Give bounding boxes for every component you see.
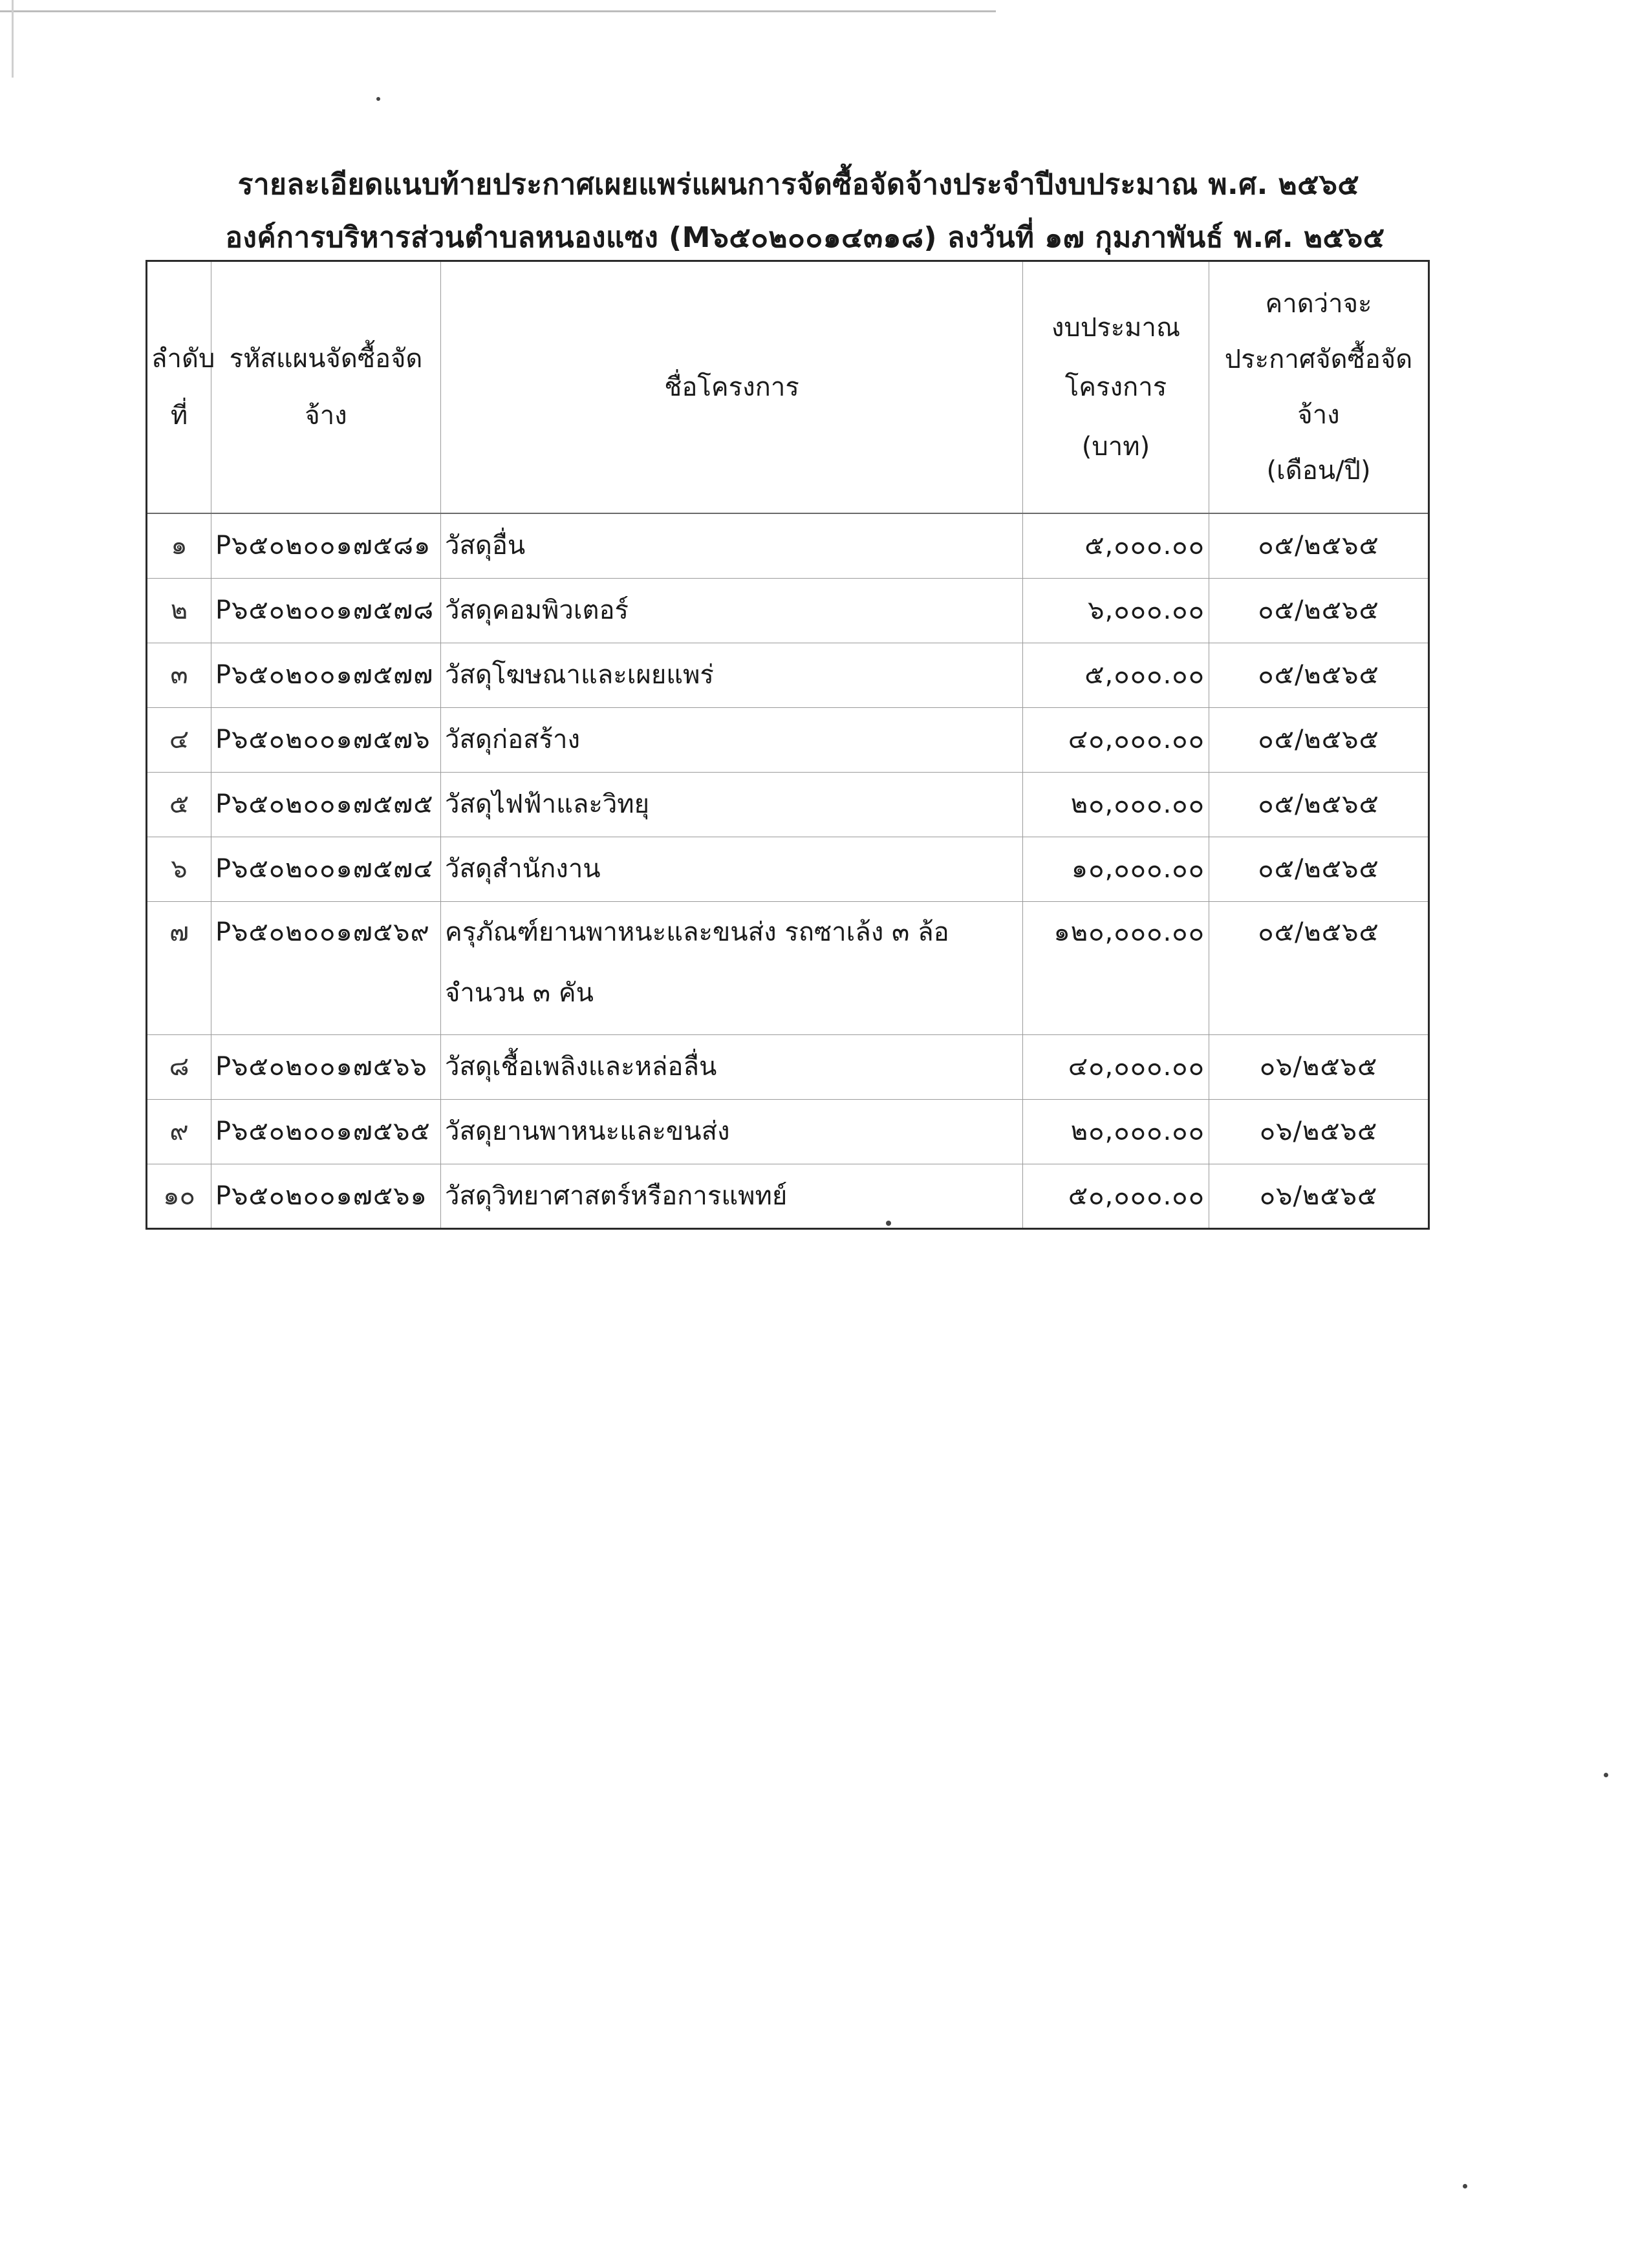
row-plan-code: P๖๕๐๒๐๐๑๗๕๗๘ bbox=[211, 578, 441, 643]
row-expected-month: ๐๖/๒๕๖๕ bbox=[1209, 1099, 1429, 1164]
row-expected-month: ๐๕/๒๕๖๕ bbox=[1209, 707, 1429, 772]
row-project-name-line-2: จำนวน ๓ คัน bbox=[445, 978, 594, 1008]
row-expected-month: ๐๕/๒๕๖๕ bbox=[1209, 513, 1429, 578]
table-row bbox=[147, 772, 1429, 837]
scan-edge-line bbox=[0, 10, 996, 12]
row-no: ๖ bbox=[147, 837, 211, 901]
table-header-row bbox=[147, 261, 1429, 514]
row-project-name bbox=[441, 707, 1023, 772]
row-budget: ๒๐,๐๐๐.๐๐ bbox=[1023, 772, 1209, 837]
row-expected-month: ๐๖/๒๕๖๕ bbox=[1209, 1034, 1429, 1099]
row-plan-code: P๖๕๐๒๐๐๑๗๕๗๖ bbox=[211, 707, 441, 772]
row-plan-code: P๖๕๐๒๐๐๑๗๕๗๗ bbox=[211, 643, 441, 707]
row-project-name bbox=[441, 901, 1023, 1034]
document-title: รายละเอียดแนบท้ายประกาศเผยแพร่แผนการจัดซื้อจัดจ้างประจำปีงบประมาณ พ.ศ. ๒๕๖๕ bbox=[237, 168, 1360, 201]
procurement-plan-table bbox=[146, 260, 1430, 1230]
row-no: ๕ bbox=[147, 772, 211, 837]
row-project-name-line-1: วัสดุสำนักงาน bbox=[445, 853, 601, 884]
row-no: ๗ bbox=[147, 901, 211, 1034]
scan-speck bbox=[1463, 2184, 1467, 2188]
row-project-name-line-1: ครุภัณฑ์ยานพาหนะและขนส่ง รถซาเล้ง ๓ ล้อ bbox=[445, 917, 949, 947]
row-project-name-line-1: วัสดุวิทยาศาสตร์หรือการแพทย์ bbox=[445, 1181, 788, 1211]
header-month-line-4: (เดือน/ปี) bbox=[1266, 456, 1371, 486]
row-budget: ๕๐,๐๐๐.๐๐ bbox=[1023, 1164, 1209, 1228]
row-no: ๓ bbox=[147, 643, 211, 707]
row-project-name bbox=[441, 772, 1023, 837]
header-budget-line-2: โครงการ bbox=[1064, 372, 1167, 402]
row-project-name-line-1: วัสดุเชื้อเพลิงและหล่อลื่น bbox=[445, 1051, 717, 1082]
row-project-name bbox=[441, 643, 1023, 707]
scan-edge-line-left bbox=[12, 0, 14, 78]
row-project-name bbox=[441, 1034, 1023, 1099]
header-name-text: ชื่อโครงการ bbox=[664, 372, 799, 402]
row-expected-month: ๐๕/๒๕๖๕ bbox=[1209, 643, 1429, 707]
document-subtitle: องค์การบริหารส่วนตำบลหนองแซง (M๖๕๐๒๐๐๑๔๓๑๘) ลงวันที่ ๑๗ กุมภาพันธ์ พ.ศ. ๒๕๖๕ bbox=[225, 221, 1385, 254]
row-project-name-line-1: วัสดุอื่น bbox=[445, 531, 526, 561]
row-no: ๙ bbox=[147, 1099, 211, 1164]
row-plan-code: P๖๕๐๒๐๐๑๗๕๘๑ bbox=[211, 513, 441, 578]
row-budget: ๕,๐๐๐.๐๐ bbox=[1023, 513, 1209, 578]
row-project-name-line-1: วัสดุโฆษณาและเผยแพร่ bbox=[445, 659, 714, 690]
row-no: ๘ bbox=[147, 1034, 211, 1099]
table-row bbox=[147, 1034, 1429, 1099]
header-month-line-3: จ้าง bbox=[1297, 400, 1340, 430]
header-month-line-2: ประกาศจัดซื้อจัด bbox=[1224, 345, 1413, 374]
header-budget-line-1: งบประมาณ bbox=[1051, 313, 1181, 343]
row-plan-code: P๖๕๐๒๐๐๑๗๕๖๑ bbox=[211, 1164, 441, 1228]
table-row bbox=[147, 643, 1429, 707]
row-no: ๔ bbox=[147, 707, 211, 772]
row-expected-month: ๐๕/๒๕๖๕ bbox=[1209, 901, 1429, 1034]
header-budget bbox=[1023, 261, 1209, 514]
row-expected-month: ๐๕/๒๕๖๕ bbox=[1209, 578, 1429, 643]
row-plan-code: P๖๕๐๒๐๐๑๗๕๗๕ bbox=[211, 772, 441, 837]
header-name bbox=[441, 261, 1023, 514]
header-no-line-1: ลำดับ bbox=[151, 344, 215, 374]
row-project-name bbox=[441, 513, 1023, 578]
row-budget: ๖,๐๐๐.๐๐ bbox=[1023, 578, 1209, 643]
table-row bbox=[147, 837, 1429, 901]
header-budget-line-3: (บาท) bbox=[1081, 432, 1150, 462]
table-row bbox=[147, 578, 1429, 643]
header-month bbox=[1209, 261, 1429, 514]
header-month-line-1: คาดว่าจะ bbox=[1265, 289, 1372, 319]
row-expected-month: ๐๖/๒๕๖๕ bbox=[1209, 1164, 1429, 1228]
table-row bbox=[147, 707, 1429, 772]
row-no: ๒ bbox=[147, 578, 211, 643]
row-budget: ๒๐,๐๐๐.๐๐ bbox=[1023, 1099, 1209, 1164]
row-project-name-line-1: วัสดุไฟฟ้าและวิทยุ bbox=[445, 789, 650, 819]
row-budget: ๑๒๐,๐๐๐.๐๐ bbox=[1023, 901, 1209, 1034]
row-budget: ๑๐,๐๐๐.๐๐ bbox=[1023, 837, 1209, 901]
table-row bbox=[147, 901, 1429, 1034]
row-project-name-line-1: วัสดุยานพาหนะและขนส่ง bbox=[445, 1116, 730, 1146]
row-project-name-line-1: วัสดุคอมพิวเตอร์ bbox=[445, 595, 629, 625]
row-project-name bbox=[441, 1099, 1023, 1164]
header-code-line-2: จ้าง bbox=[305, 401, 347, 431]
row-project-name-line-1: วัสดุก่อสร้าง bbox=[445, 724, 580, 754]
row-plan-code: P๖๕๐๒๐๐๑๗๕๖๖ bbox=[211, 1034, 441, 1099]
header-no-line-2: ที่ bbox=[170, 401, 188, 431]
scan-speck bbox=[1604, 1773, 1608, 1777]
table-row bbox=[147, 513, 1429, 578]
table-body bbox=[147, 513, 1429, 1228]
header-code-line-1: รหัสแผนจัดซื้อจัด bbox=[229, 344, 423, 374]
scan-speck bbox=[886, 1221, 891, 1226]
row-expected-month: ๐๕/๒๕๖๕ bbox=[1209, 837, 1429, 901]
row-project-name bbox=[441, 1164, 1023, 1228]
scan-speck bbox=[376, 97, 380, 101]
row-plan-code: P๖๕๐๒๐๐๑๗๕๖๙ bbox=[211, 901, 441, 1034]
header-no bbox=[147, 261, 215, 514]
row-plan-code: P๖๕๐๒๐๐๑๗๕๗๔ bbox=[211, 837, 441, 901]
row-no: ๑ bbox=[147, 513, 211, 578]
row-budget: ๔๐,๐๐๐.๐๐ bbox=[1023, 1034, 1209, 1099]
table-row bbox=[147, 1099, 1429, 1164]
row-plan-code: P๖๕๐๒๐๐๑๗๕๖๕ bbox=[211, 1099, 441, 1164]
row-no: ๑๐ bbox=[147, 1164, 211, 1228]
row-budget: ๕,๐๐๐.๐๐ bbox=[1023, 643, 1209, 707]
row-project-name bbox=[441, 837, 1023, 901]
table-row bbox=[147, 1164, 1429, 1228]
row-expected-month: ๐๕/๒๕๖๕ bbox=[1209, 772, 1429, 837]
header-code bbox=[211, 261, 441, 514]
row-project-name bbox=[441, 578, 1023, 643]
row-budget: ๔๐,๐๐๐.๐๐ bbox=[1023, 707, 1209, 772]
